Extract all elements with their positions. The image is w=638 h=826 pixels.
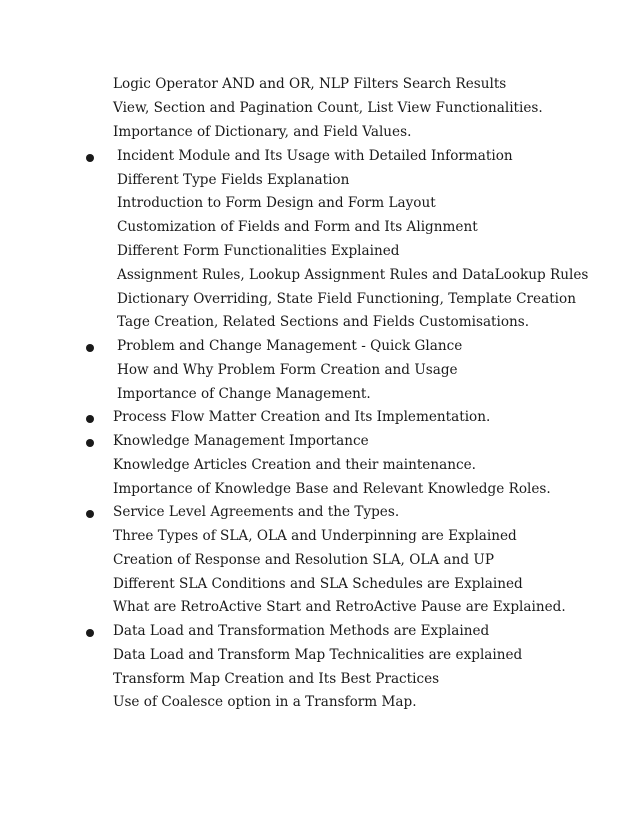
bullet-icon bbox=[86, 415, 94, 423]
bullet-icon bbox=[86, 439, 94, 447]
text-line: View, Section and Pagination Count, List View Functionalities. bbox=[113, 100, 543, 116]
text-line: Knowledge Management Importance bbox=[113, 433, 369, 449]
text-line: Assignment Rules, Lookup Assignment Rules and DataLookup Rules bbox=[117, 267, 589, 283]
text-line: How and Why Problem Form Creation and Usage bbox=[117, 362, 458, 378]
text-line: Data Load and Transformation Methods are Explained bbox=[113, 623, 490, 639]
bullet-icon bbox=[86, 629, 94, 637]
text-line: Introduction to Form Design and Form Layout bbox=[117, 195, 436, 211]
text-line: Service Level Agreements and the Types. bbox=[113, 504, 400, 520]
bullet-icon bbox=[86, 344, 94, 352]
text-line: Customization of Fields and Form and Its Alignment bbox=[117, 219, 478, 235]
text-line: Importance of Change Management. bbox=[117, 386, 371, 402]
text-line: Tage Creation, Related Sections and Fields Customisations. bbox=[117, 314, 530, 330]
text-line: Use of Coalesce option in a Transform Map. bbox=[113, 694, 417, 710]
text-line: Different Form Functionalities Explained bbox=[117, 243, 400, 259]
text-line: What are RetroActive Start and RetroActive Pause are Explained. bbox=[113, 599, 566, 615]
text-line: Transform Map Creation and Its Best Practices bbox=[113, 671, 440, 687]
text-line: Creation of Response and Resolution SLA, OLA and UP bbox=[113, 552, 494, 568]
text-line: Data Load and Transform Map Technicalities are explained bbox=[113, 647, 523, 663]
text-line: Importance of Knowledge Base and Relevant Knowledge Roles. bbox=[113, 481, 551, 497]
text-line: Knowledge Articles Creation and their maintenance. bbox=[113, 457, 476, 473]
text-line: Process Flow Matter Creation and Its Implementation. bbox=[113, 409, 491, 425]
text-line: Importance of Dictionary, and Field Values. bbox=[113, 124, 412, 140]
bullet-icon bbox=[86, 510, 94, 518]
text-line: Problem and Change Management - Quick Glance bbox=[117, 338, 463, 354]
text-line: Different Type Fields Explanation bbox=[117, 172, 350, 188]
text-line: Logic Operator AND and OR, NLP Filters Search Results bbox=[113, 76, 507, 92]
bullet-icon bbox=[86, 154, 94, 162]
text-line: Incident Module and Its Usage with Detailed Information bbox=[117, 148, 513, 164]
text-line: Three Types of SLA, OLA and Underpinning are Explained bbox=[113, 528, 517, 544]
text-line: Dictionary Overriding, State Field Functioning, Template Creation bbox=[117, 291, 576, 307]
text-line: Different SLA Conditions and SLA Schedules are Explained bbox=[113, 576, 523, 592]
